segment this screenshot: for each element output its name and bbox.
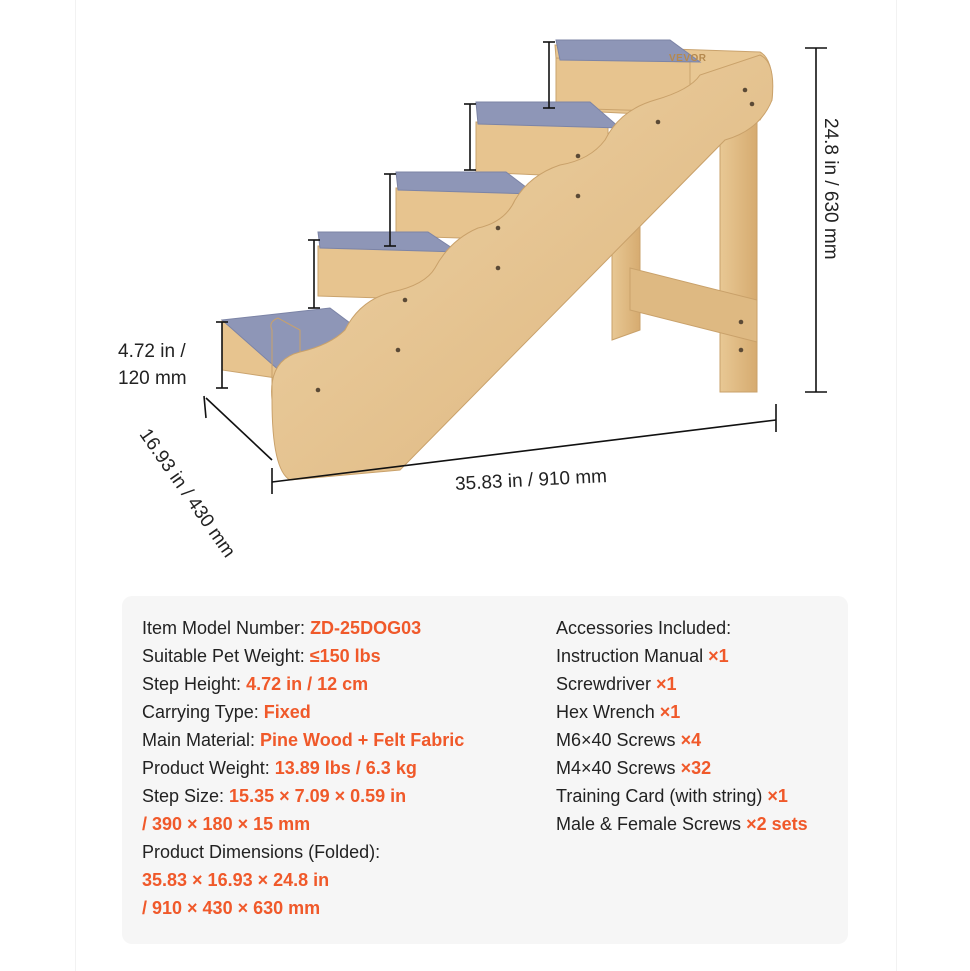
accessory-row: Male & Female Screws ×2 sets [556,814,808,834]
spec-row: Item Model Number: ZD-25DOG03 [142,618,422,638]
spec-row: Product Weight: 13.89 lbs / 6.3 kg [142,758,417,778]
spec-row: Product Dimensions (Folded): [142,842,381,862]
spec-row: / 390 × 180 × 15 mm [142,814,311,834]
length-label: 35.83 in / 910 mm [454,466,608,495]
spec-row: / 910 × 430 × 630 mm [142,898,321,918]
accessory-row: M6×40 Screws ×4 [556,730,702,750]
spec-row: Step Size: 15.35 × 7.09 × 0.59 in [142,786,407,806]
accessories-list [556,614,846,838]
brand-logo: VEVOR [669,53,707,64]
accessory-row: Training Card (with string) ×1 [556,786,788,806]
accessory-row: Screwdriver ×1 [556,674,677,694]
accessory-row: Instruction Manual ×1 [556,646,729,666]
accessories-title: Accessories Included: [556,618,732,638]
spec-row: Carrying Type: Fixed [142,702,311,722]
spec-row: Main Material: Pine Wood + Felt Fabric [142,730,465,750]
spec-card [122,596,848,944]
accessory-row: M4×40 Screws ×32 [556,758,712,778]
spec-row: Step Height: 4.72 in / 12 cm [142,674,369,694]
spec-row: Suitable Pet Weight: ≤150 lbs [142,646,381,666]
spec-row: 35.83 × 16.93 × 24.8 in [142,870,330,890]
spec-list [142,614,542,922]
accessory-row: Hex Wrench ×1 [556,702,681,722]
step-height-label: 4.72 in / 120 mm [118,341,187,389]
total-height-label: 24.8 in / 630 mm [820,118,841,260]
width-label: 16.93 in / 430 mm [134,425,240,562]
